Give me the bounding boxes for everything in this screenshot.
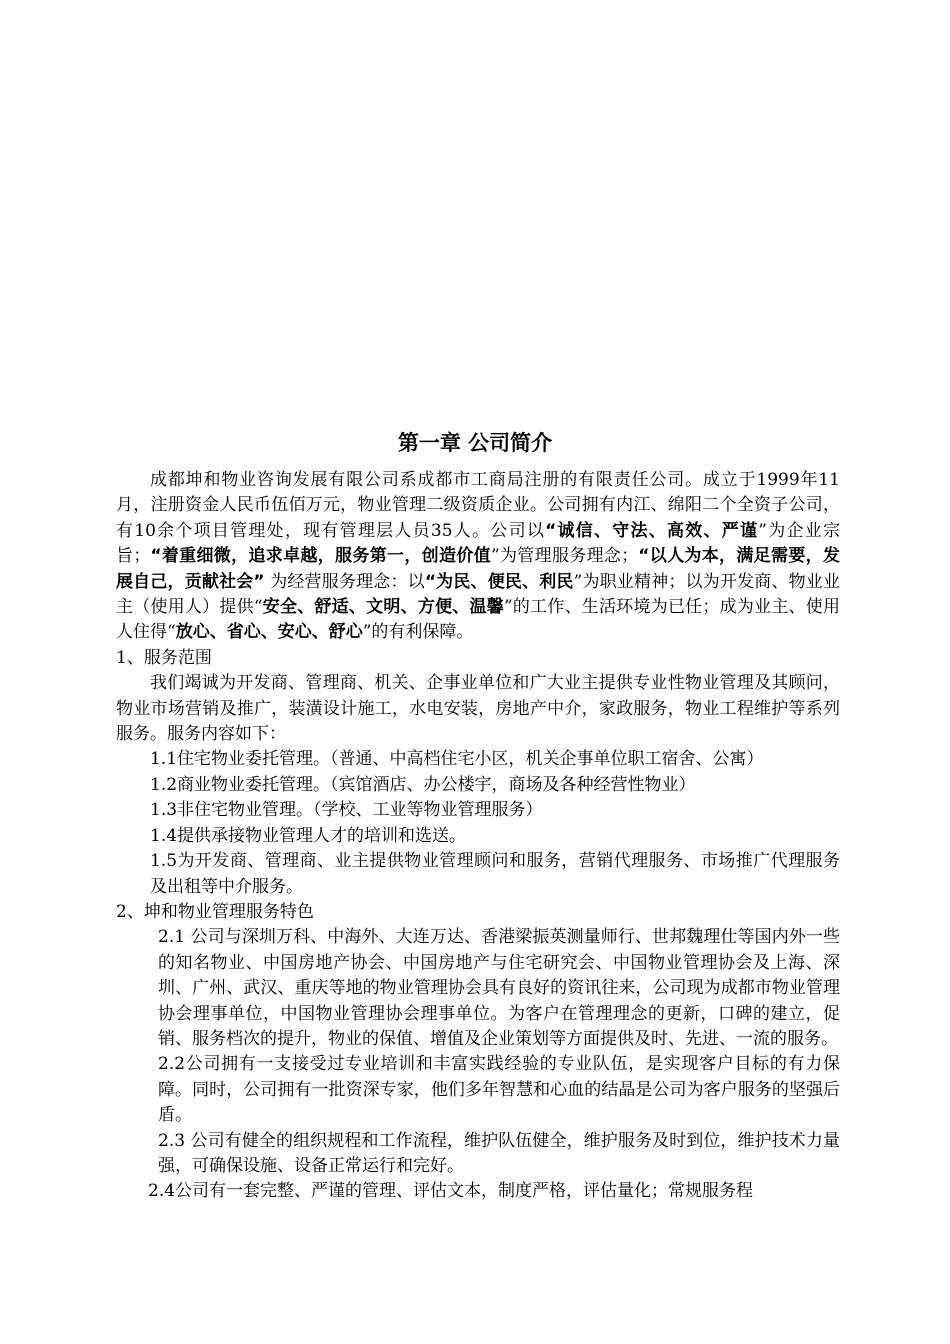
section1-item: 1.3非住宅物业管理。（学校、工业等物业管理服务） [150, 800, 543, 821]
intro-text: ”的有利保障。 [362, 622, 474, 643]
section2-item: 2.2公司拥有一支接受过专业培训和丰富实践经验的专业队伍，是实现客户目标的有力保障。同时，公司拥有一批资深专家，他们多年智慧和心血的结晶是公司为客户服务的坚强后盾。 [158, 1054, 840, 1126]
document-body [116, 468, 840, 1205]
chapter-title: 第一章 公司简介 [397, 431, 553, 455]
intro-emphasis: “诚信、守法、高效、严谨 [545, 520, 759, 541]
section1-intro: 我们竭诚为开发商、管理商、机关、企事业单位和广大业主提供专业性物业管理及其顾问，物业市场营销及推广，装潢设计施工，水电安装，房地产中介，家政服务，物业工程维护等系列服务。服务内容如下： [116, 673, 840, 745]
section1-item: 1.1住宅物业委托管理。（普通、中高档住宅小区，机关企事单位职工宿舍、公寓） [150, 749, 764, 770]
intro-emphasis: 放心、省心、安心、舒心 [175, 622, 363, 643]
section1-item: 1.2商业物业委托管理。（宾馆酒店、办公楼宇，商场及各种经营性物业） [150, 774, 696, 795]
section2-item: 2.4公司有一套完整、严谨的管理、评估文本，制度严格，评估量化；常规服务程 [148, 1181, 754, 1202]
intro-text: 为经营服务理念：以 [264, 571, 425, 592]
intro-text: ”的工作、生活环境为已任；成为业主、使用人住得“ [116, 597, 840, 643]
intro-text: ”为职业精神；以为开发商、物业业主（使用人）提供“ [116, 571, 840, 618]
intro-emphasis: “为民、便民、利民 [424, 571, 574, 592]
intro-text: ”为企业宗旨； [116, 520, 840, 567]
intro-emphasis: “着重细微，追求卓越，服务第一，创造价值 [150, 546, 491, 567]
intro-text: 成都坤和物业咨询发展有限公司系成都市工商局注册的有限责任公司。成立于1999年11月，注册资金人民币伍佰万元，物业管理二级资质企业。公司拥有内江、绵阳二个全资子公司，有10余个项目管理处，现有管理层人员35人。公司以 [116, 470, 840, 541]
section2-item: 2.1 公司与深圳万科、中海外、大连万达、香港梁振英测量师行、世邦魏理仕等国内外一些的知名物业、中国房地产协会、中国房地产与住宅研究会、中国物业管理协会及上海、深圳、广州、武汉、重庆等地的物业管理协会具有良好的资讯往来，公司现为成都市物业管理协会理事单位，中国物业管理协会理事单位。为客户在管理理念的更新，口碑的建立，促销、服务档次的提升，物业的保值、增值及企业策划等方面提供及时、先进、一流的服务。 [158, 927, 840, 1049]
section1-heading: 1、服务范围 [116, 647, 212, 668]
intro-text: ”为管理服务理念； [490, 546, 639, 567]
section2-heading: 2、坤和物业管理服务特色 [116, 901, 314, 922]
section2-item: 2.3 公司有健全的组织规程和工作流程，维护队伍健全，维护服务及时到位，维护技术力量强，可确保设施、设备正常运行和完好。 [158, 1130, 840, 1176]
section1-item: 1.4提供承接物业管理人才的培训和选送。 [150, 825, 467, 846]
intro-paragraph [116, 468, 840, 646]
section1-item: 1.5为开发商、管理商、业主提供物业管理顾问和服务，营销代理服务、市场推广代理服务及出租等中介服务。 [150, 851, 840, 897]
intro-emphasis: 安全、舒适、文明、方便、温馨 [262, 597, 504, 618]
intro-emphasis: “以人为本，满足需要，发展自己，贡献社会” [116, 546, 840, 592]
